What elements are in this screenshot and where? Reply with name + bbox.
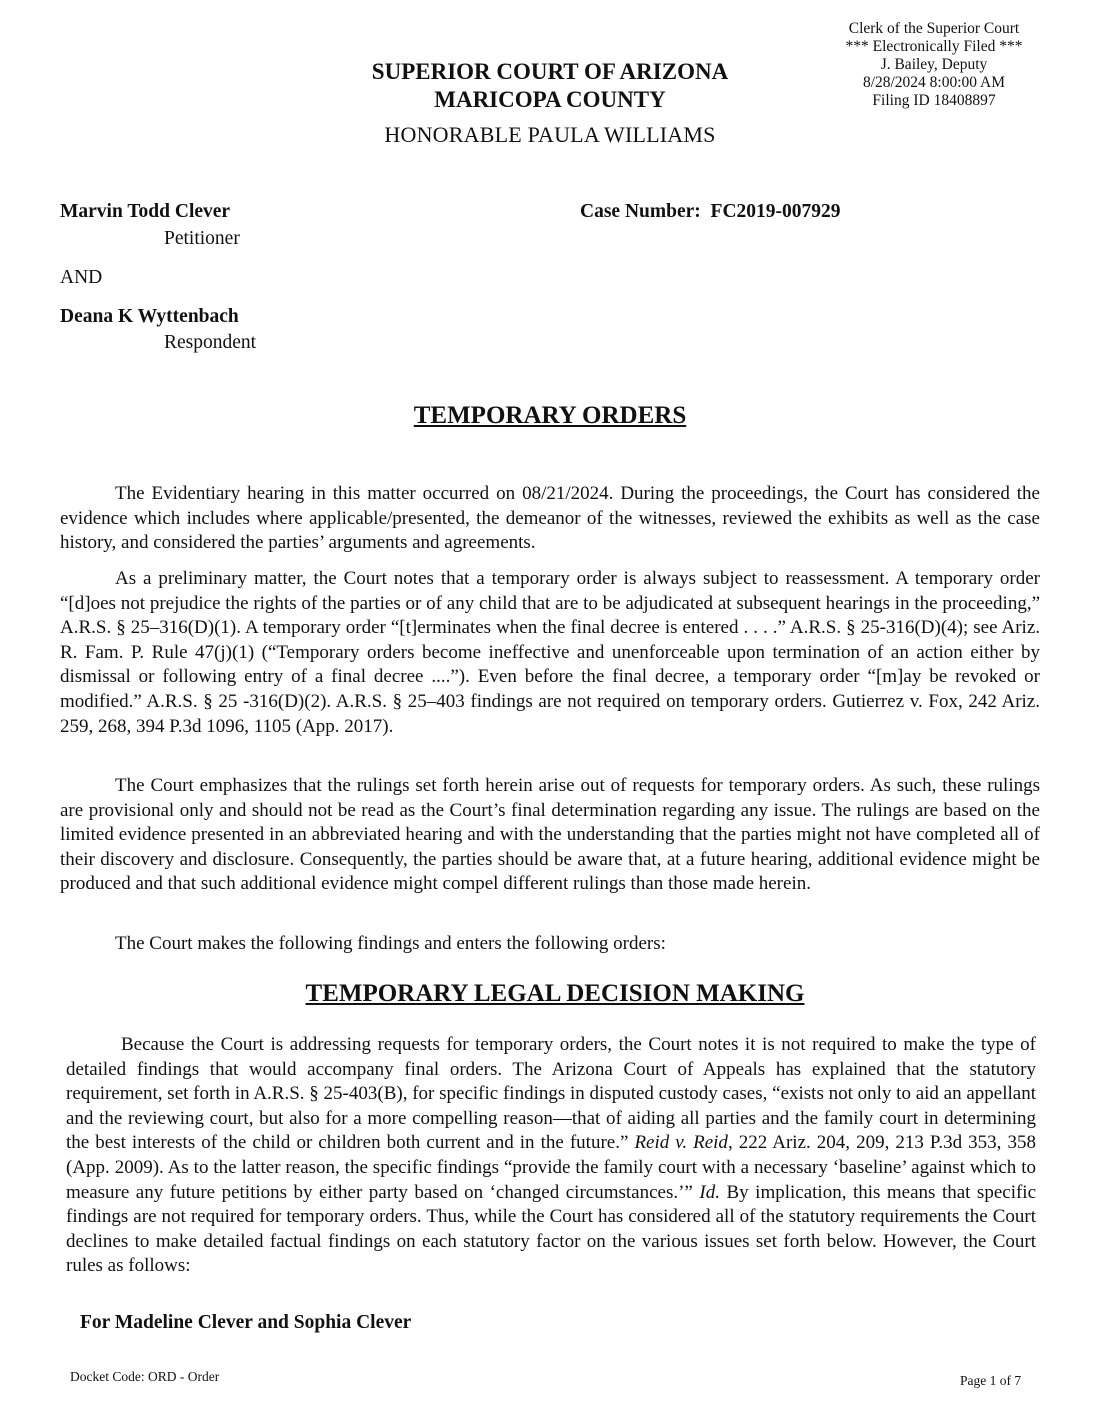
paragraph-preliminary-text: As a preliminary matter, the Court notes that a temporary order is always subject to reassessment. A temporary order “[d]oes not prejudice the rights of the parties or of any child that are to be adjudicated at subsequent hearings in the proceeding,” A.R.S. § 25–316(D)(1). A temporary order “[t]erminates when the final decree is entered . . . .” A.R.S. § 25-316(D)(4); see Ariz. R. Fam. P. Rule 47(j)(1) (“Temporary orders become ineffective and unenforceable upon termination of an action either by dismissal or following entry of a final decree ....”). Even before the final decree, a temporary order “[m]ay be revoked or modified.” A.R.S. § 25 -316(D)(2). A.R.S. § 25–403 findings are not required on temporary orders. Gutierrez v. Fox, 242 Ariz. 259, 268, 394 P.3d 1096, 1105 (App. 2017). [60,568,1040,737]
stamp-efiled: *** Electronically Filed *** [845,38,1023,55]
case-number-value: FC2019-007929 [710,201,841,222]
court-name: SUPERIOR COURT OF ARIZONA [371,59,729,84]
and-label: AND [60,267,103,288]
court-header [300,58,800,148]
case-number [580,199,841,225]
respondent-name: Deana K Wyttenbach [60,306,239,327]
paragraph-preliminary [60,567,1040,739]
filing-stamp [828,20,1040,110]
petitioner-role: Petitioner [164,228,240,249]
stamp-clerk: Clerk of the Superior Court [848,20,1020,37]
paragraph-emphasis-text: The Court emphasizes that the rulings set forth herein arise out of requests for temporary orders. As such, these rulings are provisional only and should not be read as the Court’s final determination regarding any issue. The rulings are based on the limited evidence presented in an abbreviated hearing and with the understanding that the parties might not have completed all of their discovery and disclosure. Consequently, the parties should be aware that, at a future hearing, additional evidence might be produced and that such additional evidence might compel different rulings than those made herein. [60,775,1040,895]
paragraph-emphasis [60,774,1040,897]
paragraph-findings-intro [60,932,1040,957]
p5-text-b: , 222 Ariz. 204, 209, 213 P.3d 353, 358 (App. 2009). As to the latter reason, the specific findings “provide the family court with a necessary ‘baseline’ against which to measure any future petitions by either party based on ‘changed circumstances.’” [66,1132,1036,1203]
stamp-deputy: J. Bailey, Deputy [880,56,988,73]
section-title-legal-decision-making: TEMPORARY LEGAL DECISION MAKING [305,980,805,1007]
page-number: Page 1 of 7 [960,1373,1022,1388]
p5-text-a: Because the Court is addressing requests for temporary orders, the Court notes it is not required to make the type of detailed findings that would accompany final orders. The Arizona Court of Appeals has explained that the statutory requirement, set forth in A.R.S. § 25-403(B), for specific findings in disputed custody cases, “exists not only to aid an appellant and the reviewing court, but also for a more compelling reason—that of aiding all parties and the family court in determining the best interests of the child or children both current and in the future.” [66,1034,1036,1154]
case-number-label: Case Number: [580,201,701,222]
judge-name: HONORABLE PAULA WILLIAMS [384,122,716,147]
children-subheading: For Madeline Clever and Sophia Clever [80,1312,412,1333]
respondent-role: Respondent [164,332,257,353]
county-name: MARICOPA COUNTY [434,87,666,112]
p5-text-c: By implication, this means that specific findings are not required for temporary orders. Thus, while the Court has considered all of the statutory requirements the Court declines to make detailed factual findings on each statutory factor on the various issues set forth below. However, the Court rules as follows: [66,1181,1037,1277]
docket-code: Docket Code: ORD - Order [70,1369,220,1384]
stamp-filing-id: Filing ID 18408897 [872,92,996,109]
document-title: TEMPORARY ORDERS [413,402,687,429]
petitioner-name: Marvin Todd Clever [60,201,231,222]
id-citation: Id. [699,1181,720,1203]
paragraph-hearing [60,482,1040,556]
paragraph-hearing-text: The Evidentiary hearing in this matter occurred on 08/21/2024. During the proceedings, the Court has considered the evidence which includes where applicable/presented, the demeanor of the witnesses, reviewed the exhibits as well as the case history, and considered the parties’ arguments and agreements. [60,483,1040,554]
paragraph-legal-decision [66,1033,1036,1279]
stamp-datetime: 8/28/2024 8:00:00 AM [862,74,1006,91]
paragraph-findings-intro-text: The Court makes the following findings and enters the following orders: [115,933,666,954]
case-citation: Reid v. Reid [634,1132,728,1154]
